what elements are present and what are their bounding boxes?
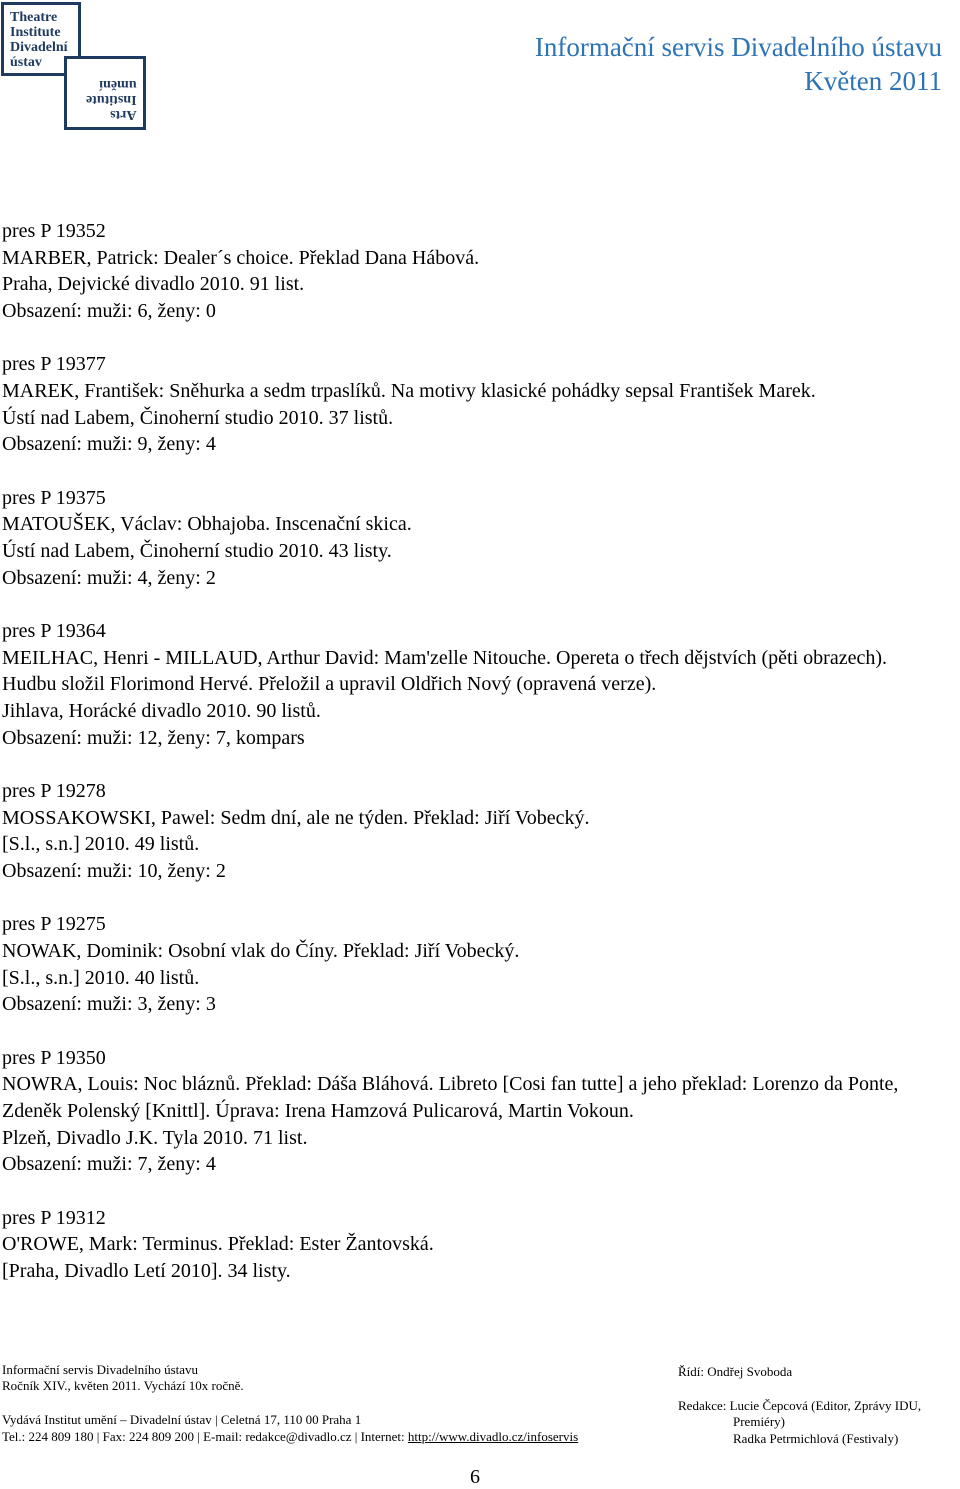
entry-description: MAREK, František: Sněhurka a sedm trpaslíků. Na motivy klasické pohádky sepsal František Marek.: [2, 380, 816, 403]
entry-call-number: pres P 19377: [2, 353, 106, 376]
footer-editors: Premiéry): [733, 1414, 785, 1429]
catalog-entry: [2, 218, 942, 325]
entry-description: O'ROWE, Mark: Terminus. Překlad: Ester Žantovská.: [2, 1233, 434, 1256]
footer-year-line: Ročník XIV., květen 2011. Vychází 10x ročně.: [2, 1378, 244, 1393]
footer-publisher: Vydává Institut umění – Divadelní ústav | Celetná 17, 110 00 Praha 1: [2, 1412, 362, 1427]
catalog-entry: [2, 1045, 942, 1179]
footer-magazine: Informační servis Divadelního ústavu: [2, 1362, 199, 1377]
logo-top-text: [10, 10, 68, 70]
logo-bottom-text: [86, 77, 137, 122]
footer-editors: Radka Petrmichlová (Festivaly): [733, 1431, 899, 1446]
footer-contact: [2, 1429, 578, 1445]
infoservis-link[interactable]: http://www.divadlo.cz/infoservis: [407, 1429, 579, 1444]
page-number: 6: [470, 1466, 480, 1488]
entry-cast: Obsazení: muži: 10, ženy: 2: [2, 860, 226, 883]
header-date: Květen 2011: [804, 66, 942, 96]
logo-top-line: Institute: [10, 25, 61, 40]
entry-publication: Praha, Dejvické divadlo 2010. 91 list.: [2, 273, 305, 296]
footer-director: Řídí: Ondřej Svoboda: [678, 1364, 793, 1379]
entry-cast: Obsazení: muži: 3, ženy: 3: [2, 993, 216, 1016]
entry-call-number: pres P 19375: [2, 486, 106, 509]
catalog-entry: [2, 618, 942, 752]
footer-contact-text: Tel.: 224 809 180 | Fax: 224 809 200 | E-mail: redakce@divadlo.cz | Internet:: [2, 1429, 408, 1444]
entry-cast: Obsazení: muži: 12, ženy: 7, kompars: [2, 726, 305, 749]
logo-bottom-line: umění: [99, 77, 137, 92]
catalog-entries: [2, 218, 942, 1311]
entry-publication: Plzeň, Divadlo J.K. Tyla 2010. 71 list.: [2, 1126, 308, 1149]
entry-cast: Obsazení: muži: 6, ženy: 0: [2, 300, 216, 323]
entry-call-number: pres P 19278: [2, 779, 106, 802]
footer-editors: Redakce: Lucie Čepcová (Editor, Zprávy IDU,: [678, 1398, 922, 1413]
entry-publication: Jihlava, Horácké divadlo 2010. 90 listů.: [2, 700, 321, 723]
catalog-entry: [2, 911, 942, 1018]
entry-cast: Obsazení: muži: 7, ženy: 4: [2, 1153, 216, 1176]
entry-description: MARBER, Patrick: Dealer´s choice. Překlad Dana Hábová.: [2, 246, 480, 269]
theatre-institute-logo: [0, 2, 148, 130]
header-title: Informační servis Divadelního ústavu: [534, 32, 942, 62]
entry-publication: Ústí nad Labem, Činoherní studio 2010. 43 listy.: [2, 540, 392, 563]
logo-bottom-box: [64, 56, 146, 130]
logo-bottom-line: Arts: [110, 107, 137, 122]
entry-publication: [S.l., s.n.] 2010. 40 listů.: [2, 966, 200, 989]
entry-description: MOSSAKOWSKI, Pawel: Sedm dní, ale ne týden. Překlad: Jiří Vobecký.: [2, 806, 590, 829]
logo-bottom-line: Institute: [86, 92, 137, 107]
entry-call-number: pres P 19352: [2, 220, 106, 242]
logo-top-line: Divadelní: [10, 40, 68, 55]
catalog-entry: [2, 1205, 942, 1285]
entry-call-number: pres P 19350: [2, 1046, 106, 1069]
entry-call-number: pres P 19275: [2, 913, 106, 936]
entry-cast: Obsazení: muži: 4, ženy: 2: [2, 566, 216, 589]
entry-publication: Ústí nad Labem, Činoherní studio 2010. 37 listů.: [2, 406, 394, 429]
logo-top-line: ústav: [10, 55, 42, 70]
catalog-entry: [2, 778, 942, 885]
catalog-entry: [2, 351, 942, 458]
catalog-entry: [2, 485, 942, 592]
entry-call-number: pres P 19312: [2, 1206, 106, 1229]
entry-description: NOWAK, Dominik: Osobní vlak do Číny. Překlad: Jiří Vobecký.: [2, 939, 520, 962]
entry-description: MATOUŠEK, Václav: Obhajoba. Inscenační skica.: [2, 513, 412, 536]
entry-cast: Obsazení: muži: 9, ženy: 4: [2, 433, 216, 456]
entry-publication: [Praha, Divadlo Letí 2010]. 34 listy.: [2, 1260, 291, 1282]
entry-description: MEILHAC, Henri - MILLAUD, Arthur David: Mam'zelle Nitouche. Opereta o třech dějstvích (pěti obrazech). Hudbu složil Florimond Hervé. Přeložil a upravil Oldřich Nový (opravená verze).: [2, 646, 887, 696]
entry-call-number: pres P 19364: [2, 619, 106, 642]
entry-description: NOWRA, Louis: Noc bláznů. Překlad: Dáša Bláhová. Libreto [Cosi fan tutte] a jeho překlad: Lorenzo da Ponte, Zdeněk Polenský [Knittl]. Úprava: Irena Hamzová Pulicarová, Martin Vokoun.: [2, 1073, 899, 1122]
entry-publication: [S.l., s.n.] 2010. 49 listů.: [2, 833, 200, 856]
logo-top-line: Theatre: [10, 10, 58, 25]
